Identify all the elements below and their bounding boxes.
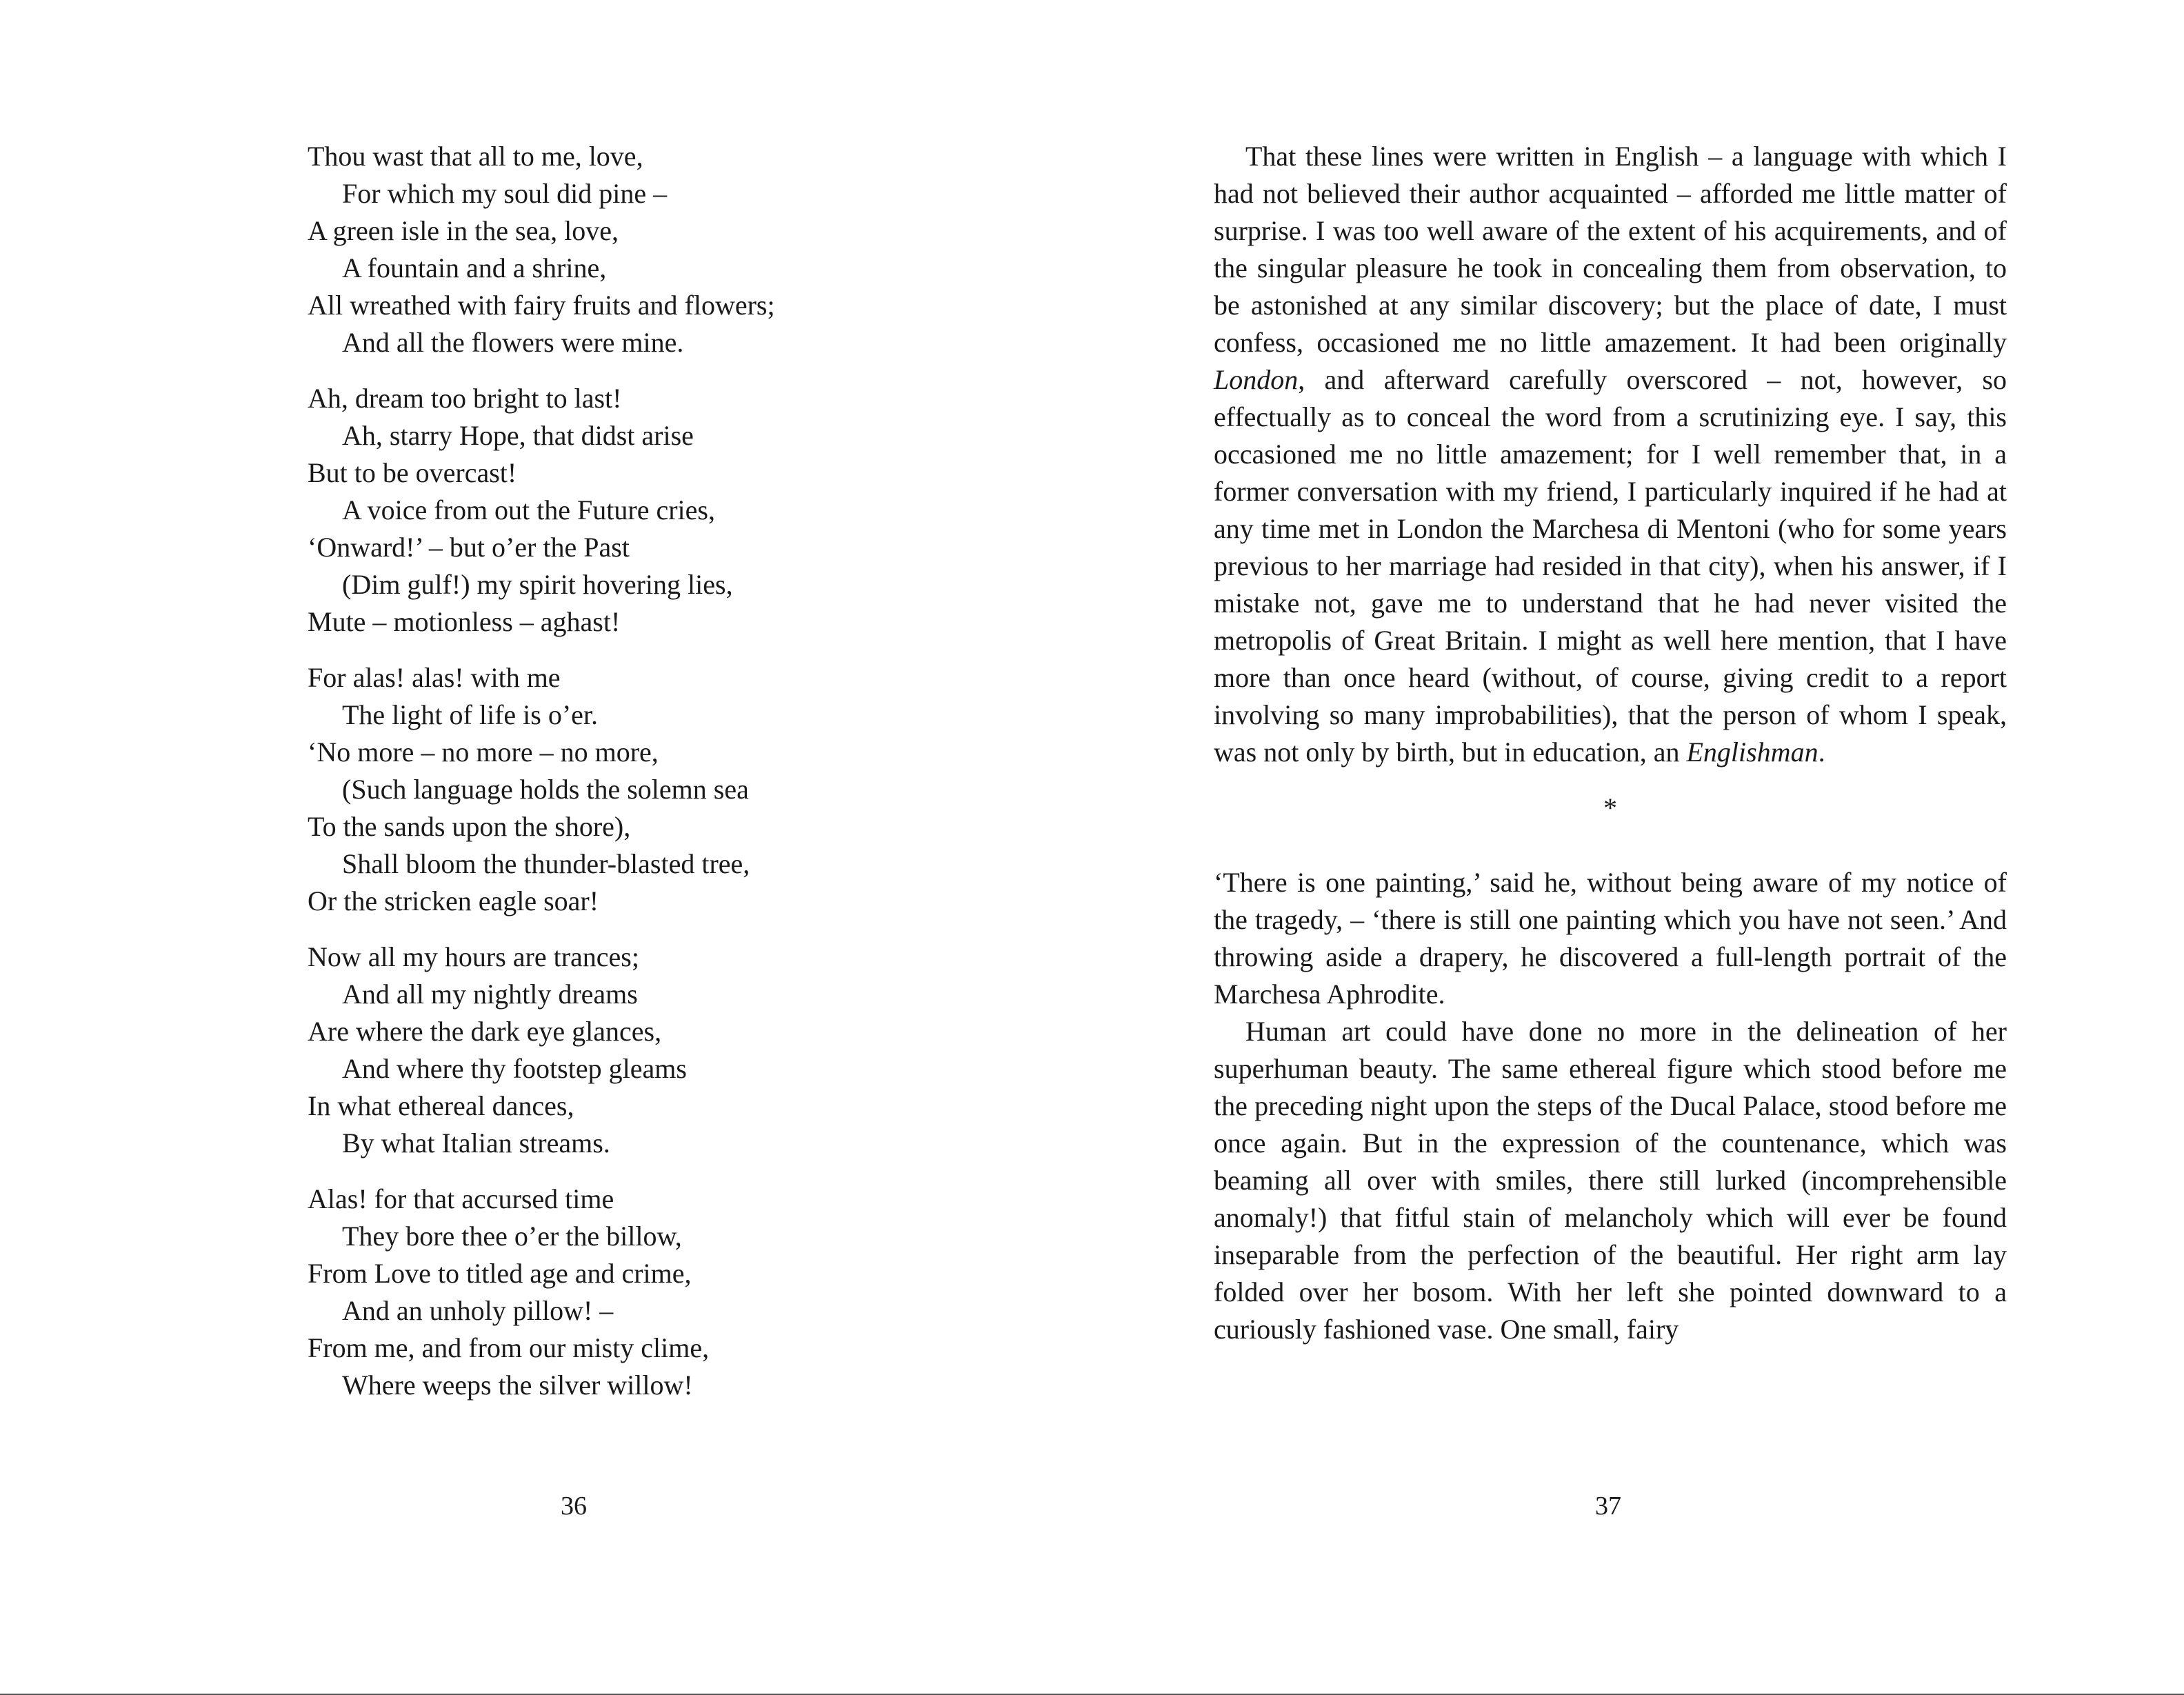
poem-line: ‘Onward!’ – but o’er the Past	[308, 532, 630, 563]
poem-line: Now all my hours are trances;	[308, 941, 639, 972]
poem-line: The light of life is o’er.	[342, 699, 599, 730]
poem-line: In what ethereal dances,	[308, 1090, 574, 1121]
poem-stanza	[308, 659, 873, 920]
poem-line: A fountain and a shrine,	[342, 252, 607, 283]
page-number-right: 37	[1595, 1492, 1621, 1521]
poem-line: A voice from out the Future cries,	[342, 494, 715, 525]
paragraph-human-art: Human art could have done no more in the delineation of her superhuman beauty. The same ethereal figure which stood before me the preceding night upon the steps of the Ducal Palace, stood before me once again. But in the expression of the countenance, which was beaming all over with smiles, there still lurked (incomprehensible anomaly!) that fitful stain of melancholy which will ever be found inseparable from the perfection of the beautiful. Her right arm lay folded over her bosom. With her left she pointed downward to a curiously fashioned vase. One small, fairy	[1214, 1016, 2007, 1345]
poem-line: For alas! alas! with me	[308, 662, 561, 693]
poem-stanza	[308, 939, 873, 1162]
poem-line: Thou wast that all to me, love,	[308, 141, 643, 172]
poem-line: By what Italian streams.	[342, 1127, 610, 1159]
paragraph-lines-written-in-english	[1214, 138, 2007, 771]
poem-line: For which my soul did pine –	[342, 178, 668, 209]
poem-line: Where weeps the silver willow!	[342, 1370, 693, 1401]
poem-line: Alas! for that accursed time	[308, 1183, 614, 1214]
paragraph-one-painting: ‘There is one painting,’ said he, without being aware of my notice of the tragedy, – ‘there is still one painting which you have not seen.’ And throwing aside a drapery, he discovered a full-length portrait of the Marchesa Aphrodite.	[1214, 867, 2007, 1010]
section-break-asterisk: *	[1603, 792, 1617, 823]
poem-line: To the sands upon the shore),	[308, 811, 631, 842]
poem	[308, 138, 873, 1423]
poem-stanza	[308, 1181, 873, 1404]
poem-line: And where thy footstep gleams	[342, 1053, 687, 1084]
italic-word-englishman: Englishman	[1686, 736, 1819, 768]
italic-word-london: London	[1214, 364, 1299, 395]
poem-line: (Dim gulf!) my spirit hovering lies,	[342, 569, 733, 600]
poem-line: And all the flowers were mine.	[342, 327, 684, 358]
poem-line: Or the stricken eagle soar!	[308, 885, 599, 916]
poem-stanza	[308, 138, 873, 361]
poem-line: And all my nightly dreams	[342, 979, 638, 1010]
poem-line: (Such language holds the solemn sea	[342, 774, 749, 805]
paragraph-text: , and afterward carefully overscored – not, however, so effectually as to conceal the word from a scrutinizing eye. I say, this occasioned me no little amazement; for I well remember that, in a former conversation with my friend, I particularly inquired if he had at any time met in London the Marchesa di Mentoni (who for some years previous to her marriage had resided in that city), when his answer, if I mistake not, gave me to understand that he had never visited the metropolis of Great Britain. I might as well here mention, that I have more than once heard (without, of course, giving credit to a report involving so many improbabilities), that the person of whom I speak, was not only by birth, but in education, an	[1214, 364, 2007, 768]
poem-line: A green isle in the sea, love,	[308, 215, 619, 246]
poem-line: Ah, dream too bright to last!	[308, 383, 622, 414]
paragraph-text: .	[1818, 736, 1825, 768]
poem-line: They bore thee o’er the billow,	[342, 1221, 682, 1252]
poem-line: And an unholy pillow! –	[342, 1295, 614, 1326]
poem-line: Ah, starry Hope, that didst arise	[342, 420, 694, 451]
prose-body	[1214, 138, 2007, 1348]
poem-stanza	[308, 380, 873, 641]
poem-line: Are where the dark eye glances,	[308, 1016, 662, 1047]
poem-line: ‘No more – no more – no more,	[308, 736, 659, 768]
poem-line: Mute – motionless – aghast!	[308, 606, 621, 637]
poem-line: From Love to titled age and crime,	[308, 1258, 692, 1289]
page-number-left: 36	[561, 1492, 587, 1521]
poem-line: From me, and from our misty clime,	[308, 1332, 710, 1363]
poem-line: All wreathed with fairy fruits and flowers;	[308, 290, 775, 321]
poem-line: But to be overcast!	[308, 457, 517, 488]
poem-line: Shall bloom the thunder-blasted tree,	[342, 848, 750, 879]
paragraph-text: That these lines were written in English – a language with which I had not believed their author acquainted – afforded me little matter of surprise. I was too well aware of the extent of his acquirements, and of the singular pleasure he took in concealing them from observation, to be astonished at any similar discovery; but the place of date, I must confess, occasioned me no little amazement. It had been originally	[1214, 141, 2007, 358]
right-page	[1092, 0, 2184, 1695]
